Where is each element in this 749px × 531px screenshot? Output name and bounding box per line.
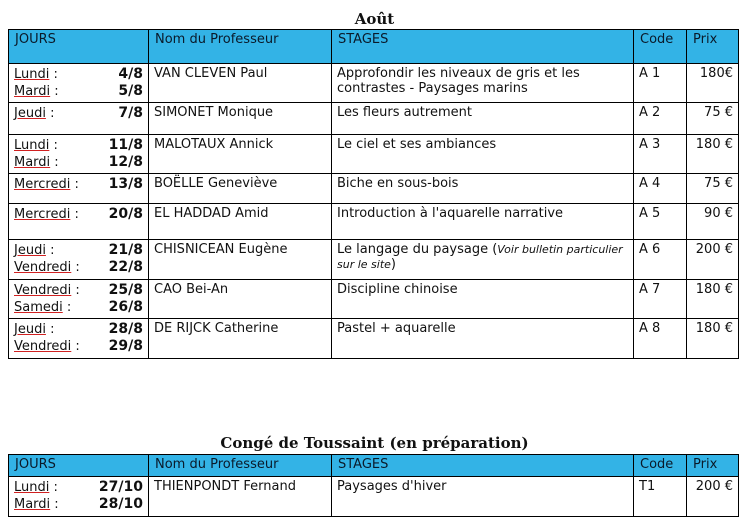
stage-price: 180 € — [687, 319, 739, 359]
day-separator: : — [45, 106, 55, 121]
stage-cell — [332, 174, 634, 204]
day-separator: : — [62, 300, 72, 315]
stage-title: Introduction à l'aquarelle narrative — [337, 206, 564, 221]
stage-price: 75 € — [687, 174, 739, 204]
stage-cell — [332, 477, 634, 517]
day-name: Lundi — [14, 67, 50, 82]
header-stages: STAGES — [332, 455, 634, 477]
day-separator: : — [45, 243, 55, 258]
day-date: 7/8 — [118, 105, 143, 121]
stage-price: 180 € — [687, 135, 739, 174]
stage-title: Paysages d'hiver — [337, 479, 447, 494]
days-cell — [9, 319, 149, 359]
day-name: Mercredi — [14, 207, 71, 222]
professor-name: MALOTAUX Annick — [149, 135, 332, 174]
table-row — [9, 280, 739, 319]
day-line — [14, 137, 143, 154]
day-name: Mardi — [14, 84, 51, 99]
stage-code: T1 — [634, 477, 687, 517]
days-cell — [9, 103, 149, 135]
day-line — [14, 176, 143, 193]
day-line — [14, 299, 143, 316]
day-line — [14, 66, 143, 83]
day-name: Samedi — [14, 300, 63, 315]
header-professeur: Nom du Professeur — [149, 455, 332, 477]
stage-code: A 2 — [634, 103, 687, 135]
table-row — [9, 135, 739, 174]
stage-code: A 7 — [634, 280, 687, 319]
stage-cell — [332, 204, 634, 240]
section-title-august: Août — [354, 10, 395, 28]
day-separator: : — [50, 84, 59, 99]
day-line — [14, 321, 143, 338]
professor-name: SIMONET Monique — [149, 103, 332, 135]
stage-price: 75 € — [687, 103, 739, 135]
day-separator: : — [50, 497, 59, 512]
days-cell — [9, 204, 149, 240]
header-code: Code — [634, 455, 687, 477]
professor-name: BOËLLE Geneviève — [149, 174, 332, 204]
day-date: 28/8 — [108, 321, 143, 337]
stage-cell — [332, 319, 634, 359]
professor-name: DE RIJCK Catherine — [149, 319, 332, 359]
day-date: 13/8 — [108, 176, 143, 192]
day-separator: : — [50, 155, 59, 170]
stage-title: Le ciel et ses ambiances — [337, 137, 497, 152]
day-separator: : — [71, 283, 80, 298]
header-jours: JOURS — [9, 30, 149, 64]
table-row — [9, 204, 739, 240]
day-date: 12/8 — [108, 154, 143, 170]
day-name: Vendredi — [14, 339, 72, 354]
day-date: 25/8 — [108, 282, 143, 298]
day-name: Jeudi — [14, 106, 46, 121]
stage-title: Le langage du paysage ( — [337, 242, 498, 257]
day-date: 28/10 — [98, 496, 143, 512]
days-cell — [9, 280, 149, 319]
day-line — [14, 282, 143, 299]
stage-code: A 4 — [634, 174, 687, 204]
stage-price: 180€ — [687, 64, 739, 103]
header-prix: Prix — [687, 30, 739, 64]
day-date: 22/8 — [108, 259, 143, 275]
stage-note-end: ) — [390, 257, 396, 272]
days-cell — [9, 174, 149, 204]
stage-cell — [332, 240, 634, 280]
stage-title: Approfondir les niveaux de gris et les contrastes - Paysages marins — [337, 66, 580, 96]
days-cell — [9, 477, 149, 517]
stage-title: Pastel + aquarelle — [337, 321, 456, 336]
table-row — [9, 64, 739, 103]
day-separator: : — [49, 480, 58, 495]
section-title-toussaint: Congé de Toussaint (en préparation) — [220, 434, 529, 452]
day-line — [14, 154, 143, 171]
days-cell — [9, 64, 149, 103]
day-separator: : — [70, 207, 79, 222]
professor-name: EL HADDAD Amid — [149, 204, 332, 240]
day-name: Vendredi — [14, 283, 72, 298]
day-date: 27/10 — [98, 479, 143, 495]
stage-cell — [332, 280, 634, 319]
table-row — [9, 103, 739, 135]
day-line — [14, 105, 143, 122]
day-date: 21/8 — [108, 242, 143, 258]
stage-code: A 8 — [634, 319, 687, 359]
header-stages: STAGES — [332, 30, 634, 64]
table-row — [9, 174, 739, 204]
day-date: 20/8 — [108, 206, 143, 222]
header-jours: JOURS — [9, 455, 149, 477]
professor-name: CHISNICEAN Eugène — [149, 240, 332, 280]
stage-code: A 6 — [634, 240, 687, 280]
day-date: 11/8 — [108, 137, 143, 153]
header-code: Code — [634, 30, 687, 64]
day-name: Mercredi — [14, 177, 71, 192]
stage-cell — [332, 103, 634, 135]
stage-code: A 5 — [634, 204, 687, 240]
stage-price: 90 € — [687, 204, 739, 240]
header-professeur: Nom du Professeur — [149, 30, 332, 64]
stage-title: Les fleurs autrement — [337, 105, 472, 120]
table-header-row — [9, 30, 739, 64]
day-name: Jeudi — [14, 243, 46, 258]
stage-title: Discipline chinoise — [337, 282, 458, 297]
schedule-table-toussaint — [8, 454, 739, 517]
professor-name: VAN CLEVEN Paul — [149, 64, 332, 103]
day-name: Mardi — [14, 497, 51, 512]
day-name: Mardi — [14, 155, 51, 170]
stage-cell — [332, 64, 634, 103]
stage-cell — [332, 135, 634, 174]
day-separator: : — [49, 138, 58, 153]
table-row — [9, 477, 739, 517]
day-line — [14, 259, 143, 276]
day-name: Lundi — [14, 480, 50, 495]
day-line — [14, 479, 143, 496]
stage-title: Biche en sous-bois — [337, 176, 459, 191]
day-separator: : — [70, 177, 79, 192]
stage-code: A 3 — [634, 135, 687, 174]
professor-name: CAO Bei-An — [149, 280, 332, 319]
day-line — [14, 83, 143, 100]
stage-price: 180 € — [687, 280, 739, 319]
stage-note: Voir bulletin particulier sur le site — [337, 243, 623, 271]
day-name: Vendredi — [14, 260, 72, 275]
day-line — [14, 242, 143, 259]
day-date: 26/8 — [108, 299, 143, 315]
day-separator: : — [71, 339, 80, 354]
stage-code: A 1 — [634, 64, 687, 103]
day-separator: : — [45, 322, 55, 337]
schedule-table-august — [8, 29, 739, 359]
day-name: Lundi — [14, 138, 50, 153]
day-date: 5/8 — [118, 83, 143, 99]
table-row — [9, 240, 739, 280]
professor-name: THIENPONDT Fernand — [149, 477, 332, 517]
day-line — [14, 338, 143, 355]
stage-price: 200 € — [687, 477, 739, 517]
stage-price: 200 € — [687, 240, 739, 280]
day-separator: : — [49, 67, 58, 82]
header-prix: Prix — [687, 455, 739, 477]
day-date: 4/8 — [118, 66, 143, 82]
days-cell — [9, 240, 149, 280]
days-cell — [9, 135, 149, 174]
table-row — [9, 319, 739, 359]
day-separator: : — [71, 260, 80, 275]
table-header-row — [9, 455, 739, 477]
day-date: 29/8 — [108, 338, 143, 354]
day-name: Jeudi — [14, 322, 46, 337]
day-line — [14, 496, 143, 513]
day-line — [14, 206, 143, 223]
